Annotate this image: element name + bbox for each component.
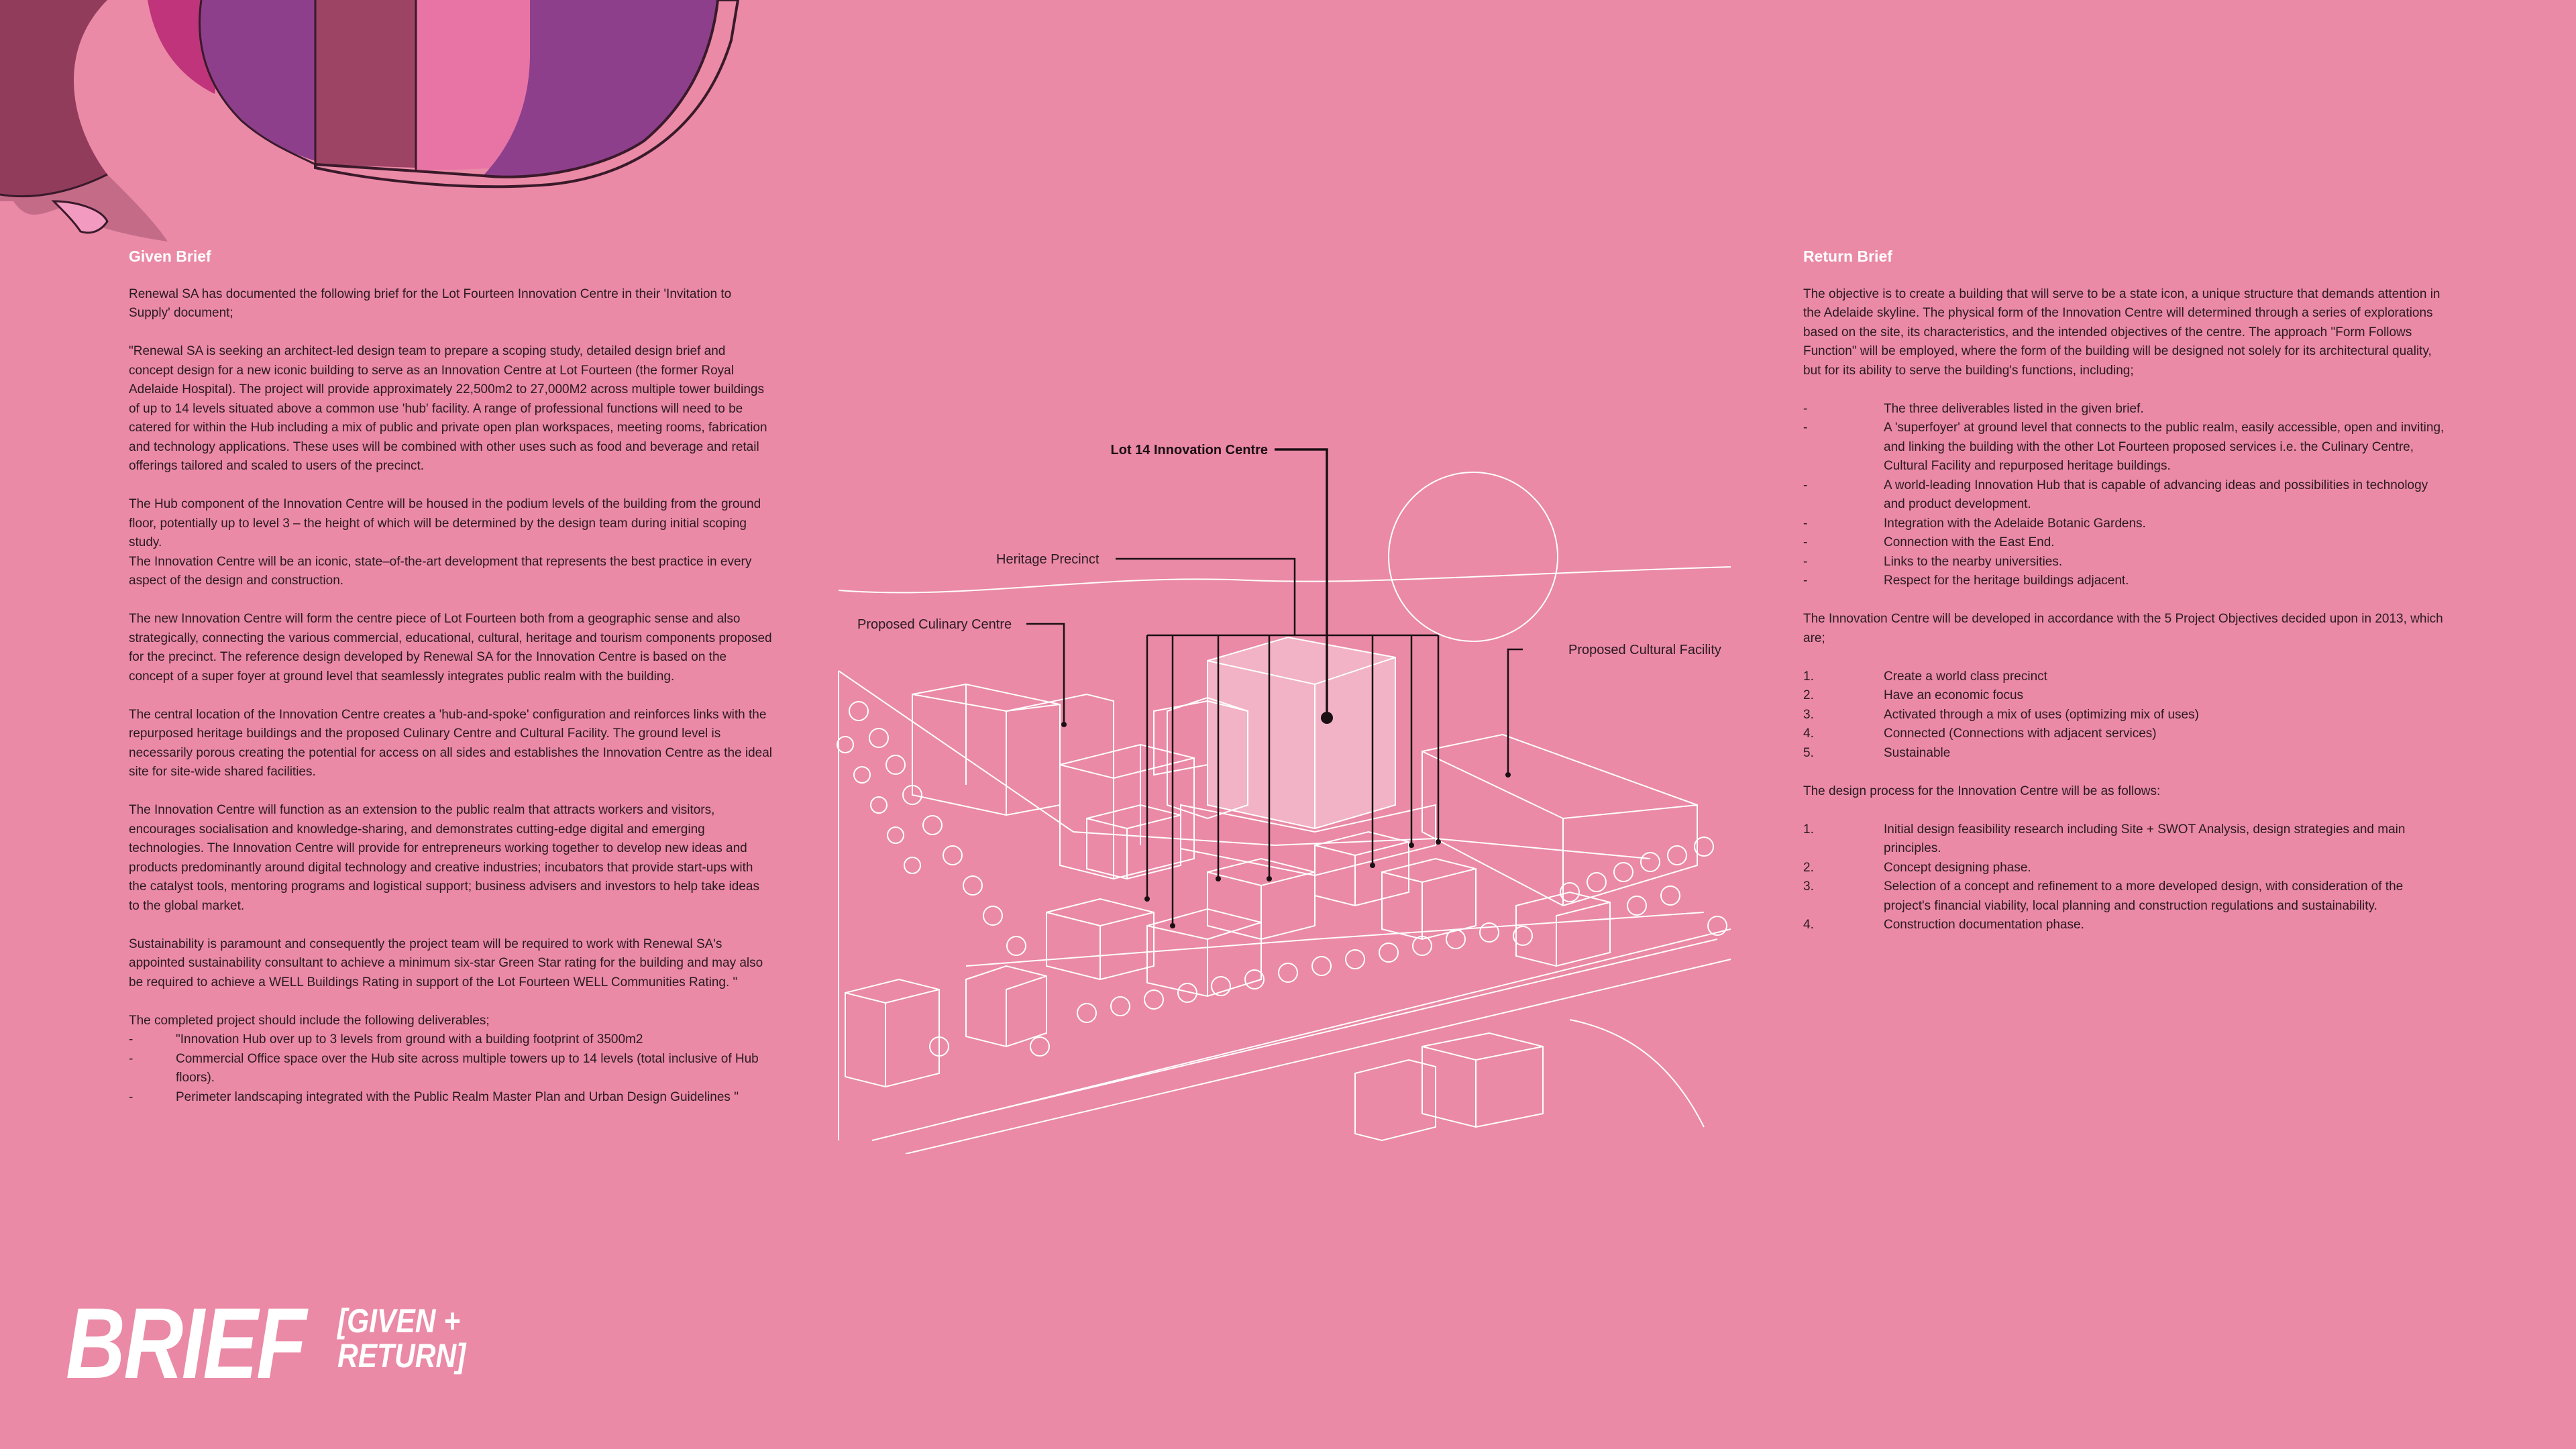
- process-list: [1803, 820, 2447, 935]
- given-brief-paragraph: The central location of the Innovation Centre creates a 'hub-and-spoke' configuration and reinforces links with the repurposed heritage buildings and the proposed Culinary Centre and Cultural Facility. The ground level is necessarily porous creating the potential for access on all sides and establishes the Innovation Centre as the ideal site for site-wide shared facilities.: [129, 707, 773, 779]
- objectives-intro: The Innovation Centre will be developed in accordance with the 5 Project Objectives decided upon in 2013, which are;: [1803, 612, 2443, 645]
- sun-circle: [1389, 472, 1558, 641]
- objectives-list: [1803, 667, 2447, 763]
- decorative-logo-shapes: [0, 0, 751, 241]
- page-title: [66, 1287, 488, 1399]
- label-innovation-centre: Lot 14 Innovation Centre: [1110, 443, 1268, 458]
- list-item: - Integration with the Adelaide Botanic Gardens.: [1803, 516, 2146, 531]
- list-item: 3. Selection of a concept and refinement to a more developed design, with consideration of the project's financial viability, local planning and construction regulations and sustainability.: [1803, 879, 2404, 913]
- list-item: 1. Create a world class precinct: [1803, 669, 2047, 684]
- label-heritage-precinct: Heritage Precinct: [996, 552, 1099, 567]
- label-cultural-facility: Proposed Cultural Facility: [1568, 643, 1721, 657]
- given-brief-paragraph: The new Innovation Centre will form the centre piece of Lot Fourteen both from a geographic sense and also strategically, connecting the various commercial, educational, cultural, heritage and tourism components proposed for the precinct. The reference design developed by Renewal SA for the Innovation Centre is based on the concept of a super foyer at ground level that seamlessly integrates public realm with the building.: [129, 612, 772, 684]
- list-item: - Perimeter landscaping integrated with the Public Realm Master Plan and Urban Design Guidelines ": [129, 1089, 739, 1104]
- list-item: 5. Sustainable: [1803, 745, 1951, 760]
- list-item: - Respect for the heritage buildings adjacent.: [1803, 574, 2129, 588]
- list-item: 4. Construction documentation phase.: [1803, 918, 2084, 932]
- functions-list: [1803, 400, 2447, 591]
- given-brief-paragraph: The completed project should include the following deliverables;: [129, 1013, 490, 1028]
- given-brief-paragraph: The Innovation Centre will function as an extension to the public realm that attracts workers and visitors, encourages socialisation and knowledge-sharing, and demonstrates cutting-edge digital and emerging technologies. The Innovation Centre will provide for entrepreneurs working together to develop new ideas and products predominantly around digital technology and creative industries; incubators that provide start-ups with the catalyst tools, mentoring programs and logistical support; business advisers and investors to help take ideas to the global market.: [129, 803, 759, 913]
- list-item: 4. Connected (Connections with adjacent services): [1803, 727, 2157, 741]
- site-axonometric-diagram: [832, 429, 1744, 1154]
- given-brief-heading: Given Brief: [129, 248, 211, 265]
- title-subtitle: [337, 1296, 488, 1375]
- list-item: - Connection with the East End.: [1803, 535, 2055, 549]
- process-intro: The design process for the Innovation Centre will be as follows:: [1803, 784, 2161, 798]
- label-culinary-centre: Proposed Culinary Centre: [857, 617, 1012, 632]
- list-item: 2. Have an economic focus: [1803, 688, 2024, 702]
- list-item: - Commercial Office space over the Hub site across multiple towers up to 14 levels (total inclusive of Hub floors).: [129, 1051, 759, 1085]
- title-main: BRIEF: [66, 1287, 305, 1399]
- list-item: - A 'superfoyer' at ground level that connects to the public realm, easily accessible, open and inviting, and linking the building with the other Lot Fourteen proposed services i.e. the Culinary Centre, Cultural Facility and repurposed heritage buildings.: [1803, 421, 2445, 473]
- given-brief-paragraph: "Renewal SA is seeking an architect-led design team to prepare a scoping study, detailed design brief and concept design for a new iconic building to serve as an Innovation Centre at Lot Fourteen (the former Royal Adelaide Hospital). The project will provide approximately 22,500m2 to 27,000M2 across multiple tower buildings of up to 14 levels situated above a common use 'hub' facility. A range of professional functions will need to be catered for within the Hub including a mix of public and private open plan workspaces, meeting rooms, fabrication and technology applications. These uses will be combined with other uses such as food and beverage and retail offerings tailored and scaled to users of the precinct.: [129, 344, 767, 473]
- list-item: - Links to the nearby universities.: [1803, 554, 2063, 569]
- title-sub-line1: [GIVEN +: [337, 1302, 461, 1340]
- given-brief-paragraph: The Hub component of the Innovation Centre will be housed in the podium levels of the building from the ground floor, potentially up to level 3 – the height of which will be determined by the design team during initial scoping study. The Innovation Centre will be an iconic, state–of-the-art development that represents the best practice in every aspect of the design and construction.: [129, 497, 761, 588]
- list-item: 1. Initial design feasibility research including Site + SWOT Analysis, design strategies and main principles.: [1803, 822, 2406, 855]
- return-brief-column: [1803, 247, 2447, 954]
- title-sub-line2: RETURN]: [337, 1337, 466, 1375]
- given-brief-intro: Renewal SA has documented the following brief for the Lot Fourteen Innovation Centre in their 'Invitation to Supply' document;: [129, 286, 732, 320]
- list-item: 2. Concept designing phase.: [1803, 860, 2031, 875]
- deliverables-list: [129, 1030, 773, 1107]
- return-brief-heading: Return Brief: [1803, 248, 1892, 265]
- return-brief-intro: The objective is to create a building that will serve to be a state icon, a unique structure that demands attention in the Adelaide skyline. The physical form of the Innovation Centre will determined through a series of explorations based on the site, its characteristics, and the intended objectives of the centre. The approach "Form Follows Function" will be employed, where the form of the building will be designed not solely for its architectural quality, but for its ability to serve the building's functions, including;: [1803, 286, 2440, 378]
- list-item: - A world-leading Innovation Hub that is capable of advancing ideas and possibilities in technology and product development.: [1803, 478, 2428, 511]
- given-brief-column: [129, 247, 773, 1126]
- list-item: - "Innovation Hub over up to 3 levels from ground with a building footprint of 3500m2: [129, 1032, 643, 1046]
- list-item: 3. Activated through a mix of uses (optimizing mix of uses): [1803, 707, 2199, 722]
- given-brief-paragraph: Sustainability is paramount and consequently the project team will be required to work with Renewal SA's appointed sustainability consultant to achieve a minimum six-star Green Star rating for the building and may also be required to achieve a WELL Buildings Rating in support of the Lot Fourteen WELL Communities Rating. ": [129, 936, 763, 989]
- list-item: - The three deliverables listed in the given brief.: [1803, 401, 2144, 416]
